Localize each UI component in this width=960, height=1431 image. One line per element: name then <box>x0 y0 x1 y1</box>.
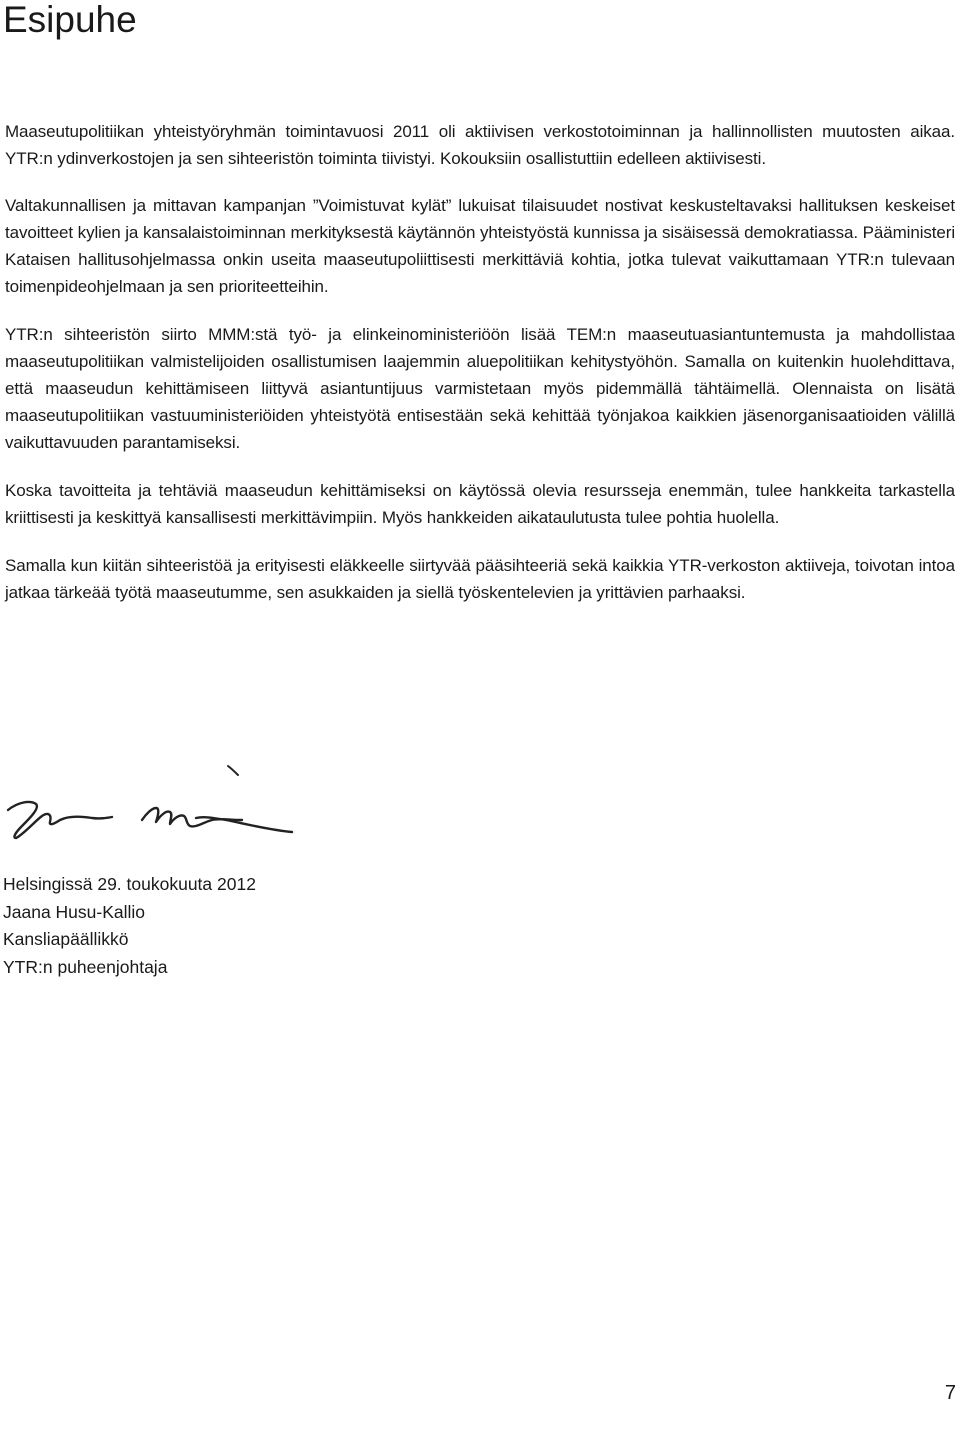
signoff-name: Jaana Husu-Kallio <box>3 901 146 922</box>
paragraph-4: Koska tavoitteita ja tehtäviä maaseudun kehittämiseksi on käytössä olevia resursseja enemmän, tulee hankkeita tarkastella kriittisesti ja keskittyä kansallisesti merkittävimpiin. Myös hankkeiden aikataulutusta tulee pohtia huolella. <box>5 481 955 527</box>
signoff-place-date: Helsingissä 29. toukokuuta 2012 <box>3 874 256 894</box>
paragraph-5: Samalla kun kiitän sihteeristöä ja erityisesti eläkkeelle siirtyvää pääsihteeriä sekä kaikkia YTR-verkoston aktiiveja, toivotan intoa jatkaa tärkeää työtä maaseutumme, sen asukkaiden ja siellä työskentelevien ja yrittävien parhaaksi. <box>5 556 955 602</box>
signoff-position: YTR:n puheenjohtaja <box>3 956 168 977</box>
page-number: 7 <box>944 1382 956 1404</box>
paragraph-2: Valtakunnallisen ja mittavan kampanjan ”Voimistuvat kylät” lukuisat tilaisuudet nostivat keskusteltavaksi hallituksen keskeiset tavoitteet kylien ja kansalaistoiminnan merkityksestä käytännön yhteistyöstä kunnissa ja sisäisessä demokratiassa. Pääministeri Kataisen hallitusohjelmassa onkin useita maaseutupoliittisesti merkittäviä kohtia, jotka tulevat vaikuttamaan YTR:n tulevaan toimenpideohjelmaan ja sen prioriteetteihin. <box>5 196 955 296</box>
signoff-block <box>3 871 256 981</box>
paragraph-3: YTR:n sihteeristön siirto MMM:stä työ- ja elinkeinoministeriöön lisää TEM:n maaseutuasiantuntemusta ja mahdollistaa maaseutupolitiikan valmistelijoiden osallistumisen laajemmin aluepolitiikan kehitystyöhön. Samalla on kuitenkin huolehdittava, että maaseudun kehittämiseen liittyvä asiantuntijuus varmistetaan myös pidemmällä tähtäimellä. Olennaista on lisätä maaseutupolitiikan vastuuministeriöiden yhteistyötä entisestään sekä kehittää työnjakoa kaikkien jäsenorganisaatioiden välillä vaikuttavuuden parantamiseksi. <box>5 325 955 452</box>
page-title: Esipuhe <box>3 0 137 40</box>
signoff-role: Kansliapäällikkö <box>3 929 129 949</box>
preface-body <box>5 118 955 627</box>
paragraph-1: Maaseutupolitiikan yhteistyöryhmän toimintavuosi 2011 oli aktiivisen verkostotoiminnan ja hallinnollisten muutosten aikaa. YTR:n ydinverkostojen ja sen sihteeristön toiminta tiivistyi. Kokouksiin osallistuttiin edelleen aktiivisesti. <box>5 122 955 168</box>
handwritten-signature <box>0 760 310 860</box>
